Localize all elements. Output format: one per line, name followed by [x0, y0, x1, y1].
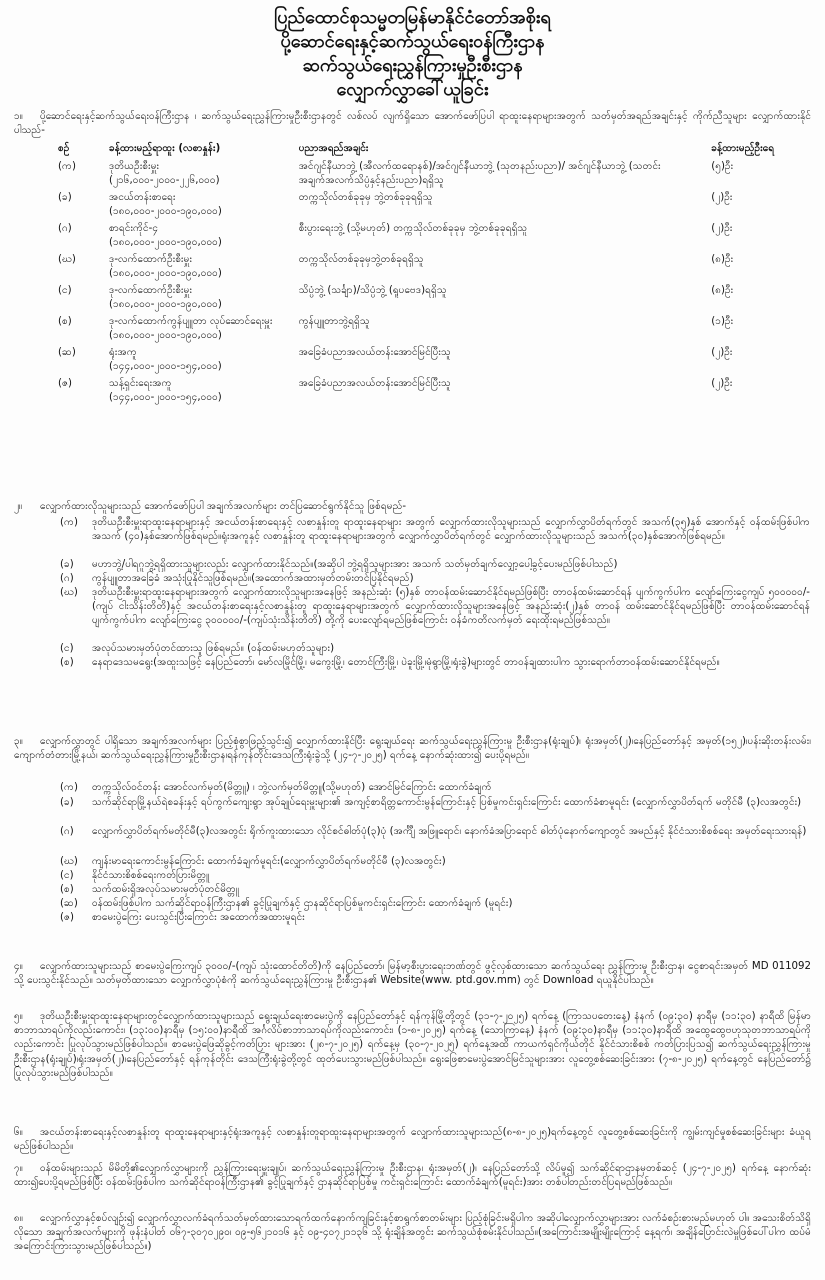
- header-government: ပြည်ထောင်စုသမ္မတမြန်မာနိုင်ငံတော်အစိုးရ: [274, 7, 551, 28]
- post-salary: (၁၈၀,၀၀၀-၂၀၀၀-၁၉၀,၀၀၀): [109, 299, 222, 310]
- table-row: [14, 281, 811, 312]
- row-qualification: အင်ဂျင်နီယာဘွဲ့ (အီလက်ထရောနစ်)/အင်ဂျင်နီယာဘွဲ့ (သုတနည်းပညာ)/ အင်ဂျင်နီယာဘွဲ့ (သတင်းအချက်အလက်သိပ္ပံနှင့်နည်းပညာ)ရရှိသူ: [298, 161, 661, 186]
- table-row: [14, 188, 811, 219]
- header-qualification: ပညာအရည်အချင်း: [298, 143, 369, 154]
- item-label: (က): [60, 517, 78, 528]
- post-salary: (၁၈၀,၀၀၀-၂၀၀၀-၁၉၀,၀၀၀): [109, 330, 222, 341]
- item-text: ဒုတိယဦးစီးမှူးရာထူးနေရာများအတွက် လျှောက်ထားလိုသူများအနေဖြင့် အနည်းဆုံး (၅)နှစ် တာဝန်ထမ်းဆောင်နိုင်ရမည်ဖြစ်ပြီး တာဝန်ထမ်းဆောင်ရန် ပျက်ကွက်ပါက လျော်ကြေးငွေကျပ် ၅၀၀၀၀၀/-(ကျပ် ငါးသိန်းတိတိ)နှင့် အငယ်တန်းစာရေးနှင့်လစာနှုန်းတူ ရာထူးနေရာများအတွက် လျှောက်ထားလိုသူများအနေဖြင့် အနည်းဆုံး(၂)နှစ် တာဝန် ထမ်းဆောင်နိုင်ရမည်ဖြစ်ပြီး တာဝန်ထမ်းဆောင်ရန် ပျက်ကွက်ပါက လျော်ကြေးငွေ ၃၀၀၀၀၀/-(ကျပ်သုံးသိန်းတိတိ) တို့ကို ပေးလျော်ရမည်ဖြစ်ကြောင်း ဝန်ခံကတိလက်မှတ် ရေးထိုးရမည်ဖြစ်သည်။: [92, 587, 810, 626]
- row-count: (၅)ဦး: [711, 161, 734, 172]
- row-qualification: ကွန်ပျူတာဘွဲ့ရရှိသူ: [298, 316, 370, 327]
- post-title: ရုံးအကူ: [109, 347, 137, 358]
- post-title: သန့်ရှင်းရေးအကူ: [109, 378, 172, 389]
- post-salary: (၁၈၀,၀၀၀-၂၀၀၀-၁၉၀,၀၀၀): [109, 206, 222, 217]
- table-row: [14, 157, 811, 188]
- table-row: [14, 312, 811, 343]
- section-text: သို့ ပေးသွင်းနိုင်သည်။ သတ်မှတ်ထားသော လျှောက်လွှာပုံစံကို ဆက်သွယ်ရေးညွှန်ကြားမှု ဦးစီးဌာန၏: [14, 975, 378, 987]
- header-department: ဆက်သွယ်ရေးညွှန်ကြားမှုဦးစီးဌာန: [302, 55, 523, 76]
- section-number: ၇။: [14, 1163, 23, 1174]
- row-count: (၈)ဦး: [711, 254, 734, 265]
- list-item: [60, 855, 810, 869]
- item-text: စာမေးပွဲကြေး ပေးသွင်းပြီးကြောင်း အထောက်အထားမူရင်း: [92, 912, 305, 923]
- section-4: [14, 960, 811, 988]
- post-salary: (၂၁၆,၀၀၀-၂၀၀၀-၂၂၆,၀၀၀): [109, 175, 220, 186]
- section-text: လျှောက်လွှာနှင့်စပ်လျဉ်း၍ လျှောက်လွှာလက်ခံရက်သတ်မှတ်ထားသောရက်ထက်နောက်ကျခြင်းနှင့်စာရွက်စာတမ်းများ ပြည့်စုံခြင်းမရှိပါက အဆိုပါလျှောက်လွှာများအား လက်ခံစဉ်းစားမည်မဟုတ် ပါ။ အသေးစိတ်သိရှိလိုသော အချက်အလက်များကို ဖုန်းနံပါတ် ၀၆၇-၃၀၇၀၂၉၀၊ ၀၉-၅၆၂၁၀၁၆ နှင့် ၀၉-၄၀၇၂၁၁၃၆ သို့ ရုံးချိန်အတွင်း ဆက်သွယ်စုံစမ်းနိုင်ပါသည်။(အကြောင်းအမျိုးမျိုးကြောင့် နေ့ရက်၊ အချိန်ပြောင်းလဲမှုဖြစ်ပေါ်ပါက ထပ်မံအကြောင်းကြားသွားမည်ဖြစ်ပါသည်။): [14, 1213, 811, 1253]
- row-number: (ဃ): [58, 254, 76, 265]
- post-title: ဒု-လက်ထောက်ဦးစီးမှူး: [109, 285, 193, 296]
- item-text: ဝန်ထမ်းဖြစ်ပါက သက်ဆိုင်ရာဝန်ကြီးဌာန၏ ခွင့်ပြုချက်နှင့် ဌာနဆိုင်ရာပြစ်မှုကင်းရှင်းကြောင်း ထောက်ခံချက် (မူရင်း): [92, 898, 513, 909]
- row-title: [107, 343, 297, 374]
- row-qualification: အခြေခံပညာအလယ်တန်းအောင်မြင်ပြီးသူ: [298, 378, 451, 389]
- item-text: နိုင်ငံသားစိစစ်ရေးကတ်ပြားမိတ္တူ: [92, 870, 210, 881]
- section-number: ၅။: [14, 1011, 23, 1022]
- table-row: [14, 374, 811, 405]
- document-header: [0, 6, 825, 102]
- section-text: လျှောက်ထားသူများသည် စာမေးပွဲကြေးကျပ် ၃၀၀၀/-(ကျပ် သုံးထောင်တိတိ)ကို နေပြည်တော်၊ မြန်မာ့စီးပွားရေးဘဏ်တွင် ဖွင့်လှစ်ထားသော ဆက်သွယ်ရေး ညွှန်ကြားမှု ဦးစီးဌာန၊ ငွေစာရင်းအမှတ်: [40, 961, 749, 972]
- list-item: [60, 883, 810, 897]
- section-3-intro: [14, 735, 811, 763]
- section-6: [14, 1126, 811, 1154]
- table-header-row: [14, 141, 811, 157]
- item-text: တက္ကသိုလ်ဝင်တန်း အောင်လက်မှတ်(မိတ္တူ) ၊ ဘွဲ့လက်မှတ်မိတ္တူ(သို့မဟုတ်) အောင်မြင်ကြောင်း ထောက်ခံချက်: [92, 782, 492, 793]
- row-title: [107, 188, 297, 219]
- item-label: (ခ): [60, 559, 74, 570]
- post-title: ဒုတိယဦးစီးမှူး: [109, 161, 160, 172]
- item-text: သက်ဆိုင်ရာမြို့နယ်ရဲစခန်းနှင့် ရပ်ကွက်ကျေးရွာ အုပ်ချုပ်ရေးမှူးများ၏ အကျင့်စာရိတ္တကောင်းမွန်ကြောင်းနှင့် ပြစ်မှုကင်းရှင်းကြောင်း ထောက်ခံစာမူရင်း (လျှောက်လွှာပိတ်ရက် မတိုင်မီ (၃)လအတွင်း): [92, 797, 802, 808]
- section-1-intro: [14, 110, 811, 138]
- section-number: ၆။: [14, 1127, 23, 1138]
- item-label: (ဇ): [60, 912, 75, 923]
- row-number: (စ): [58, 316, 72, 327]
- row-title: [107, 312, 297, 343]
- row-number: (ဂ): [58, 223, 72, 234]
- row-number: (ဆ): [58, 347, 76, 358]
- item-text: ဒုတိယဦးစီးမှူးရာထူးနေရာများနှင့် အငယ်တန်းစာရေးနှင့် လစာနှုန်းတူ ရာထူးနေရာများ အတွက် လျှောက်ထားလိုသူများသည် လျှောက်လွှာပိတ်ရက်တွင် အသက်(၃၅)နှစ် အောက်နှင့် ဝန်ထမ်းဖြစ်ပါက အသက် (၄၀)နှစ်အောက်ဖြစ်ရမည်။ရုံးအကူနှင့် လစာနှုန်းတူ ရာထူးနေရာများအတွက် လျှောက်လွှာပိတ်ရက်တွင် လျှောက်ထားလိုသူများသည် အသက်(၃၀)နှစ်အောက်ဖြစ်ရမည်။: [92, 517, 810, 542]
- download-link[interactable]: Download: [542, 975, 594, 987]
- section-7: [14, 1162, 811, 1190]
- item-label: (ခ): [60, 797, 74, 808]
- row-number: (ဇ): [58, 378, 73, 389]
- list-item: [60, 869, 810, 883]
- header-count: ခန့်ထားမည့်ဦးရေ: [711, 143, 775, 154]
- item-label: (ဃ): [60, 587, 78, 598]
- post-title: စာရင်းကိုင်-၄: [109, 223, 159, 234]
- list-item: [60, 656, 810, 670]
- post-salary: (၁၄၄,၀၀၀-၂၀၀၀-၁၅၄,၀၀၀): [109, 361, 222, 372]
- vacancy-table: [14, 141, 811, 405]
- list-item: [60, 586, 810, 628]
- list-item: [60, 781, 810, 795]
- list-item: [60, 825, 810, 839]
- item-label: (ဂ): [60, 573, 74, 584]
- section-number: ၃။: [14, 736, 23, 747]
- item-label: (ဂ): [60, 826, 74, 837]
- post-title: အငယ်တန်းစာရေး: [109, 192, 176, 203]
- list-item: [60, 558, 810, 572]
- section-number: ၂။: [14, 501, 23, 512]
- row-number: (ခ): [58, 192, 72, 203]
- list-item: [60, 642, 810, 656]
- item-label: (က): [60, 782, 78, 793]
- row-title: [107, 157, 297, 188]
- section-text: ပို့ဆောင်ရေးနှင့်ဆက်သွယ်ရေးဝန်ကြီးဌာန ၊ ဆက်သွယ်ရေးညွှန်ကြားမှုဦးစီးဌာနတွင် လစ်လပ် လျက်ရှိသော အောက်ဖော်ပြပါ ရာထူးနေရာများအတွက် သတ်မှတ်အရည်အချင်းနှင့် ကိုက်ညီသူများ လျှောက်ထားနိုင်ပါသည်-: [14, 111, 811, 137]
- item-label: (စ): [60, 657, 74, 668]
- section-text: တွင်: [524, 975, 540, 987]
- row-qualification: တက္ကသိုလ်တစ်ခုခုမှဘွဲ့တစ်ခုရရှိသူ: [298, 254, 424, 265]
- post-title: ဒု-လက်ထောက်ဦးစီးမှူး: [109, 254, 193, 265]
- item-text: မဟာဘွဲ့/ပါရဂူဘွဲ့ရရှိထားသူများလည်း လျှောက်ထားနိုင်သည်။(အဆိုပါ ဘွဲ့ရရှိသူများအား အသက် သတ်မှတ်ချက်လျှော့ပေါ့ခွင့်ပေးမည်ဖြစ်ပါသည်): [92, 559, 618, 570]
- section-number: ၈။: [14, 1213, 23, 1224]
- list-item: [60, 911, 810, 925]
- row-qualification: သိပ္ပံဘွဲ့ (သင်္ချာ)/သိပ္ပံဘွဲ့ (ရူပဗေဒ)ရရှိသူ: [298, 285, 447, 296]
- item-label: (ဃ): [60, 856, 78, 867]
- section-text: ရယူနိုင်ပါသည်။: [596, 975, 654, 987]
- item-label: (င): [60, 870, 74, 881]
- table-row: [14, 343, 811, 374]
- section-text: လျှောက်လွှာတွင် ပါရှိသော အချက်အလက်များ ပြည့်စုံစွာဖြည့်သွင်း၍ လျှောက်ထားနိုင်ပြီး ရွေးချယ်ရေး ဆက်သွယ်ရေးညွှန်ကြားမှု ဦးစီးဌာန(ရုံးချုပ်)၊ ရုံးအမှတ်(၂)၊နေပြည်တော်နှင့် အမှတ်(၁၅၂)၊ပန်းဆိုးတန်းလမ်း၊ကျောက်တံတားမြို့နယ်၊ ဆက်သွယ်ရေးညွှန်ကြားမှုဦးစီးဌာန၊ရန်ကုန်တိုင်းဒေသကြီးရုံးခွဲသို့ (၂၄-၇-၂၀၂၅) ရက်နေ့ နောက်ဆုံးထား၍ ပေးပို့ရမည်။: [14, 736, 811, 762]
- item-text: ကျန်းမာရေးကောင်းမွန်ကြောင်း ထောက်ခံချက်မူရင်း(လျှောက်လွှာပိတ်ရက်မတိုင်မီ (၃)လအတွင်း): [92, 856, 446, 867]
- section-text: လျှောက်ထားလိုသူများသည် အောက်ဖော်ပြပါ အချက်အလက်များ တင်ပြဆောင်ရွက်နိုင်သူ ဖြစ်ရမည်-: [40, 501, 407, 512]
- row-count: (၂)ဦး: [711, 223, 733, 234]
- row-number: (င): [58, 285, 72, 296]
- list-item: [60, 796, 810, 810]
- vacancy-table-body: [14, 157, 811, 405]
- row-count: (၂)ဦး: [711, 347, 733, 358]
- header-ministry: ပို့ဆောင်ရေးနှင့်ဆက်သွယ်ရေးဝန်ကြီးဌာန: [280, 31, 545, 52]
- section-5: [14, 1010, 811, 1081]
- row-title: [107, 374, 297, 405]
- item-text: လျှောက်လွှာပိတ်ရက်မတိုင်မီ(၃)လအတွင်း ရိုက်ကူးထားသော လိုင်စင်ဓါတ်ပုံ(၃)ပုံ (အင်္ကျီ အဖြူရောင်၊ နောက်ခံအပြာရောင် ဓါတ်ပုံနောက်ကျောတွင် အမည်နှင့် နိုင်ငံသားစိစစ်ရေး အမှတ်ရေးသားရန်): [92, 826, 807, 837]
- section-number: ၁။: [14, 111, 23, 122]
- item-text: နေရာဒေသမရွေး(အထူးသဖြင့် နေပြည်တော်၊ မော်လမြိုင်မြို့၊ မကွေးမြို့၊ တောင်ကြီးမြို့၊ ပဲခူးမြို့၊မုံရွာမြို့၊ရုံးခွဲ)များတွင် တာဝန်ချထားပါက သွားရောက်တာဝန်ထမ်းဆောင်နိုင်ရမည်။: [92, 657, 720, 668]
- row-count: (၂)ဦး: [711, 378, 733, 389]
- section-number: ၄။: [14, 961, 23, 972]
- row-count: (၈)ဦး: [711, 285, 734, 296]
- row-number: (က): [58, 161, 76, 172]
- header-title-col: ခန့်ထားမည့်ရာထူး (လစာနှုန်း): [109, 143, 221, 154]
- table-row: [14, 219, 811, 250]
- item-text: သက်ထမ်းရှိအလုပ်သမားမှတ်ပုံတင်မိတ္တူ: [92, 884, 239, 895]
- row-title: [107, 250, 297, 281]
- section-8: [14, 1212, 811, 1255]
- row-qualification: အခြေခံပညာအလယ်တန်းအောင်မြင်ပြီးသူ: [298, 347, 451, 358]
- header-title: လျှောက်လွှာခေါ်ယူခြင်း: [336, 79, 489, 100]
- section-text: အငယ်တန်းစာရေးနှင့်လစာနှုန်းတူ ရာထူးနေရာများနှင့်ရုံးအကူနှင့် လစာနှုန်းတူရာထူးနေရာများအတွက် လျှောက်ထားသူများသည်(၈-၈-၂၀၂၅)ရက်နေ့တွင် လူတွေ့စစ်ဆေးခြင်းကို ကျွမ်းကျင်မှုစစ်ဆေးခြင်းများ ခံယူရမည်ဖြစ်ပါသည်။: [14, 1127, 811, 1153]
- list-item: [60, 516, 810, 544]
- website-link[interactable]: Website(www. ptd.gov.mm): [380, 975, 521, 987]
- row-count: (၂)ဦး: [711, 192, 733, 203]
- item-text: အလုပ်သမားမှတ်ပုံတင်ထားသူ ဖြစ်ရမည်။ (ဝန်ထမ်းမဟုတ်သူများ): [92, 643, 335, 654]
- section-text: ဝန်ထမ်းများသည် မိမိတို့၏လျှောက်လွှာများကို ညွှန်ကြားရေးမှူးချုပ်၊ ဆက်သွယ်ရေးညွှန်ကြားမှု ဦးစီးဌာန၊ ရုံးအမှတ်(၂)၊ နေပြည်တော်သို့ လိပ်မူ၍ သက်ဆိုင်ရာဌာနမှတစ်ဆင့် (၂၄-၇-၂၀၂၅) ရက်နေ့ နောက်ဆုံးထား၍ပေးပို့ရမည်ဖြစ်ပြီး ဝန်ထမ်းဖြစ်ပါက သက်ဆိုင်ရာဝန်ကြီးဌာန၏ ခွင့်ပြုချက်နှင့် ဌာနဆိုင်ရာပြစ်မှု ကင်းရှင်းကြောင်း ထောက်ခံချက်(မူရင်း)အား တစ်ပါတည်းတင်ပြရမည်ဖြစ်သည်။: [14, 1163, 811, 1189]
- table-row: [14, 250, 811, 281]
- post-title: ဒု-လက်ထောက်ကွန်ပျူတာ လုပ်ဆောင်ရေးမှူး: [109, 316, 273, 327]
- list-item: [60, 572, 810, 586]
- item-label: (စ): [60, 884, 74, 895]
- bank-account-number: MD 011092: [751, 961, 811, 972]
- row-qualification: တက္ကသိုလ်တစ်ခုခုမှ ဘွဲ့တစ်ခုခုရရှိသူ: [298, 192, 433, 203]
- post-salary: (၁၈၀,၀၀၀-၂၀၀၀-၁၉၀,၀၀၀): [109, 268, 222, 279]
- list-item: [60, 897, 810, 911]
- item-text: ကွန်ပျူတာအခြေခံ အသုံးပြုနိုင်သူဖြစ်ရမည်။(အထောက်အထားမှတ်တမ်းတင်ပြနိုင်ရမည်): [92, 573, 414, 584]
- section-2-intro: [14, 500, 811, 514]
- header-no: စဉ်: [58, 143, 70, 154]
- row-title: [107, 281, 297, 312]
- row-count: (၁)ဦး: [711, 316, 734, 327]
- row-title: [107, 219, 297, 250]
- section-text: ဒုတိယဦးစီးမှူးရာထူးနေရာများတွင်လျှောက်ထားသူများသည် ရွေးချယ်ရေးစာမေးပွဲကို နေပြည်တော်နှင့် ရန်ကုန်မြို့တို့တွင် (၃၁-၇-၂၀၂၅) ရက်နေ့ (ကြာသပတေးနေ့) နံနက် (၀၉:၃၀) နာရီမှ (၁၁:၃၀) နာရီထိ မြန်မာစာဘာသာရပ်ကိုလည်းကောင်း၊ (၁၃:၀၀)နာရီမှ (၁၅:၀၀)နာရီထိ အင်္ဂလိပ်စာဘာသာရပ်ကိုလည်းကောင်း၊ (၁-၈-၂၀၂၅) ရက်နေ့ (သောကြာနေ့) နံနက် (၀၉:၃၀)နာရီမှ (၁၁:၃၀)နာရီထိ အထွေထွေဗဟုသုတဘာသာရပ်ကိုလည်းကောင်း ပြုလုပ်သွားမည်ဖြစ်ပါသည်။ စာမေးပွဲဖြေဆိုခွင့်ကတ်ပြား များအား (၂၈-၇-၂၀၂၅) ရက်နေ့မှ (၃၀-၇-၂၀၂၅) ရက်နေ့အထိ ကာယကံရှင်ကိုယ်တိုင် နိုင်ငံသားစိစစ် ကတ်ပြားပြသ၍ ဆက်သွယ်ရေးညွှန်ကြားမှုဦးစီးဌာန(ရုံးချုပ်)၊ရုံးအမှတ်(၂)၊နေပြည်တော်နှင့် ရန်ကုန်တိုင်း ဒေသကြီးရုံးခွဲတို့တွင် ထုတ်ပေးသွားမည်ဖြစ်ပါသည်။ ရွေးဖြေစာမေးပွဲအောင်မြင်သူများအား လူတွေ့စစ်ဆေးခြင်းအား (၇-၈-၂၀၂၅) ရက်နေ့တွင် နေပြည်တော်၌ ပြုလုပ်သွားမည်ဖြစ်ပါသည်။: [14, 1011, 811, 1079]
- post-salary: (၁၈၀,၀၀၀-၂၀၀၀-၁၉၀,၀၀၀): [109, 237, 222, 248]
- item-label: (ဆ): [60, 898, 78, 909]
- post-salary: (၁၄၄,၀၀၀-၂၀၀၀-၁၅၄,၀၀၀): [109, 392, 222, 403]
- item-label: (င): [60, 643, 74, 654]
- row-qualification: စီးပွားရေးဘွဲ့ (သို့မဟုတ်) တက္ကသိုလ်တစ်ခုခုမှ ဘွဲ့တစ်ခုခုရရှိသူ: [298, 223, 528, 234]
